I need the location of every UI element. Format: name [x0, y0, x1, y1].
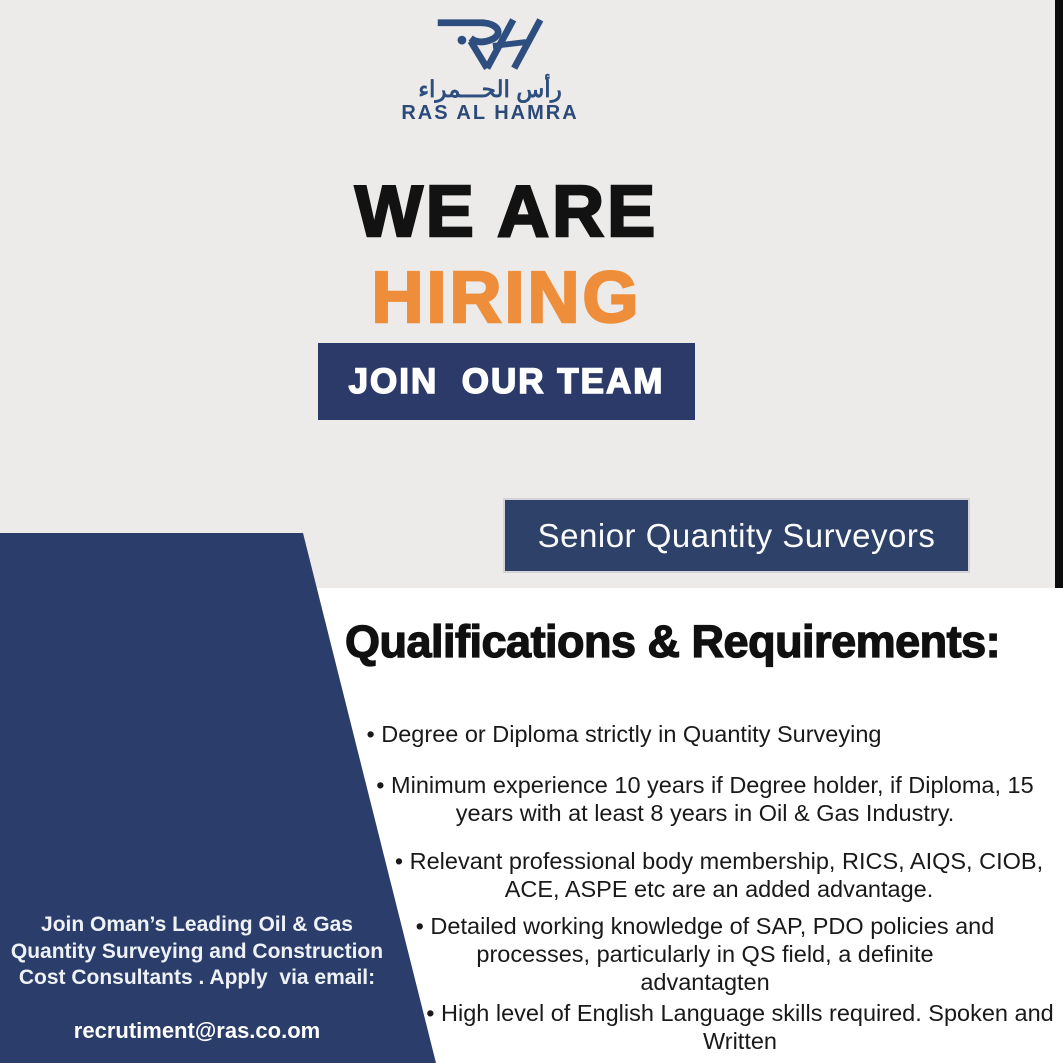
right-edge-black-strip: [1055, 0, 1063, 588]
company-logo: [380, 14, 600, 124]
requirement-line: Written: [703, 1028, 777, 1054]
join-our-team-label: JOIN OUR TEAM: [348, 361, 665, 401]
rh-monogram-icon: [428, 14, 552, 74]
requirement-item: [345, 771, 1063, 827]
requirement-line: years with at least 8 years in Oil & Gas Industry.: [455, 800, 955, 826]
requirement-line: processes, particularly in QS field, a definite: [476, 941, 934, 967]
brand-name-arabic: رأس الحـــمراء: [418, 76, 562, 102]
job-title-label: Senior Quantity Surveyors: [537, 516, 936, 554]
requirement-line: • High level of English Language skills required. Spoken and: [426, 1000, 1054, 1026]
join-our-team-banner: [318, 343, 695, 420]
requirement-item: [338, 720, 910, 748]
job-title-banner: [505, 500, 968, 571]
requirement-line: • Degree or Diploma strictly in Quantity Surveying: [366, 721, 882, 747]
requirement-line: • Relevant professional body membership, RICS, AIQS, CIOB,: [394, 848, 1044, 874]
contact-line: Quantity Surveying and Construction: [10, 939, 384, 963]
requirement-line: ACE, ASPE etc are an added advantage.: [504, 876, 934, 902]
requirement-item: [388, 847, 1050, 903]
requirement-item: [393, 912, 1017, 996]
headline-hiring: HIRING: [371, 258, 642, 338]
contact-line: Cost Consultants . Apply via email:: [18, 966, 376, 989]
contact-blurb: [8, 912, 386, 992]
requirements-heading: Qualifications & Requirements:: [345, 616, 1001, 667]
brand-name-latin: RAS AL HAMRA: [401, 102, 579, 124]
requirement-line: • Minimum experience 10 years if Degree holder, if Diploma, 15: [376, 772, 1034, 798]
contact-line: Join Oman’s Leading Oil & Gas: [41, 913, 353, 936]
requirement-line: • Detailed working knowledge of SAP, PDO policies and: [415, 913, 995, 939]
requirement-line: advantagten: [640, 969, 770, 995]
recruitment-email: recrutiment@ras.co.om: [73, 1018, 321, 1043]
headline-we-are: WE ARE: [354, 172, 659, 252]
requirement-item: [418, 999, 1062, 1055]
